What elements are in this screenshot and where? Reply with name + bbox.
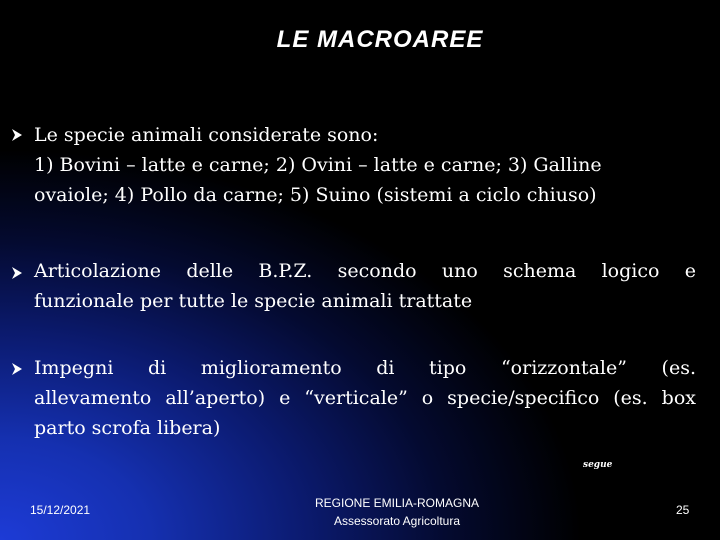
bullet-item-impegni xyxy=(34,353,696,443)
bullet-line: allevamento all’aperto) e “verticale” o specie/specifico (es. box xyxy=(34,387,696,409)
arrowhead-bullet-icon xyxy=(10,266,24,280)
arrowhead-bullet-icon xyxy=(10,128,24,142)
bullet-line: Le specie animali considerate sono: xyxy=(34,124,379,146)
bullet-line: 1) Bovini – latte e carne; 2) Ovini – latte e carne; 3) Galline xyxy=(34,154,602,176)
footer-organization xyxy=(282,494,512,530)
bullet-item-articolazione xyxy=(34,256,696,316)
footer-org-department: Assessorato Agricoltura xyxy=(333,514,461,528)
bullet-line: Articolazione delle B.P.Z. secondo uno schema logico e xyxy=(34,260,696,282)
bullet-item-species xyxy=(34,120,696,210)
bullet-line: parto scrofa libera) xyxy=(34,417,221,439)
bullet-line: funzionale per tutte le specie animali trattate xyxy=(34,290,473,312)
page-number: 25 xyxy=(676,503,690,517)
footer-org-name: REGIONE EMILIA-ROMAGNA xyxy=(314,496,480,510)
segue-label: segue xyxy=(583,460,613,470)
footer-date: 15/12/2021 xyxy=(30,503,91,517)
arrowhead-bullet-icon xyxy=(10,362,24,376)
slide-title: LE MACROAREE xyxy=(276,26,484,53)
bullet-line: ovaiole; 4) Pollo da carne; 5) Suino (sistemi a ciclo chiuso) xyxy=(34,184,597,206)
bullet-line: Impegni di miglioramento di tipo “orizzontale” (es. xyxy=(34,357,696,379)
